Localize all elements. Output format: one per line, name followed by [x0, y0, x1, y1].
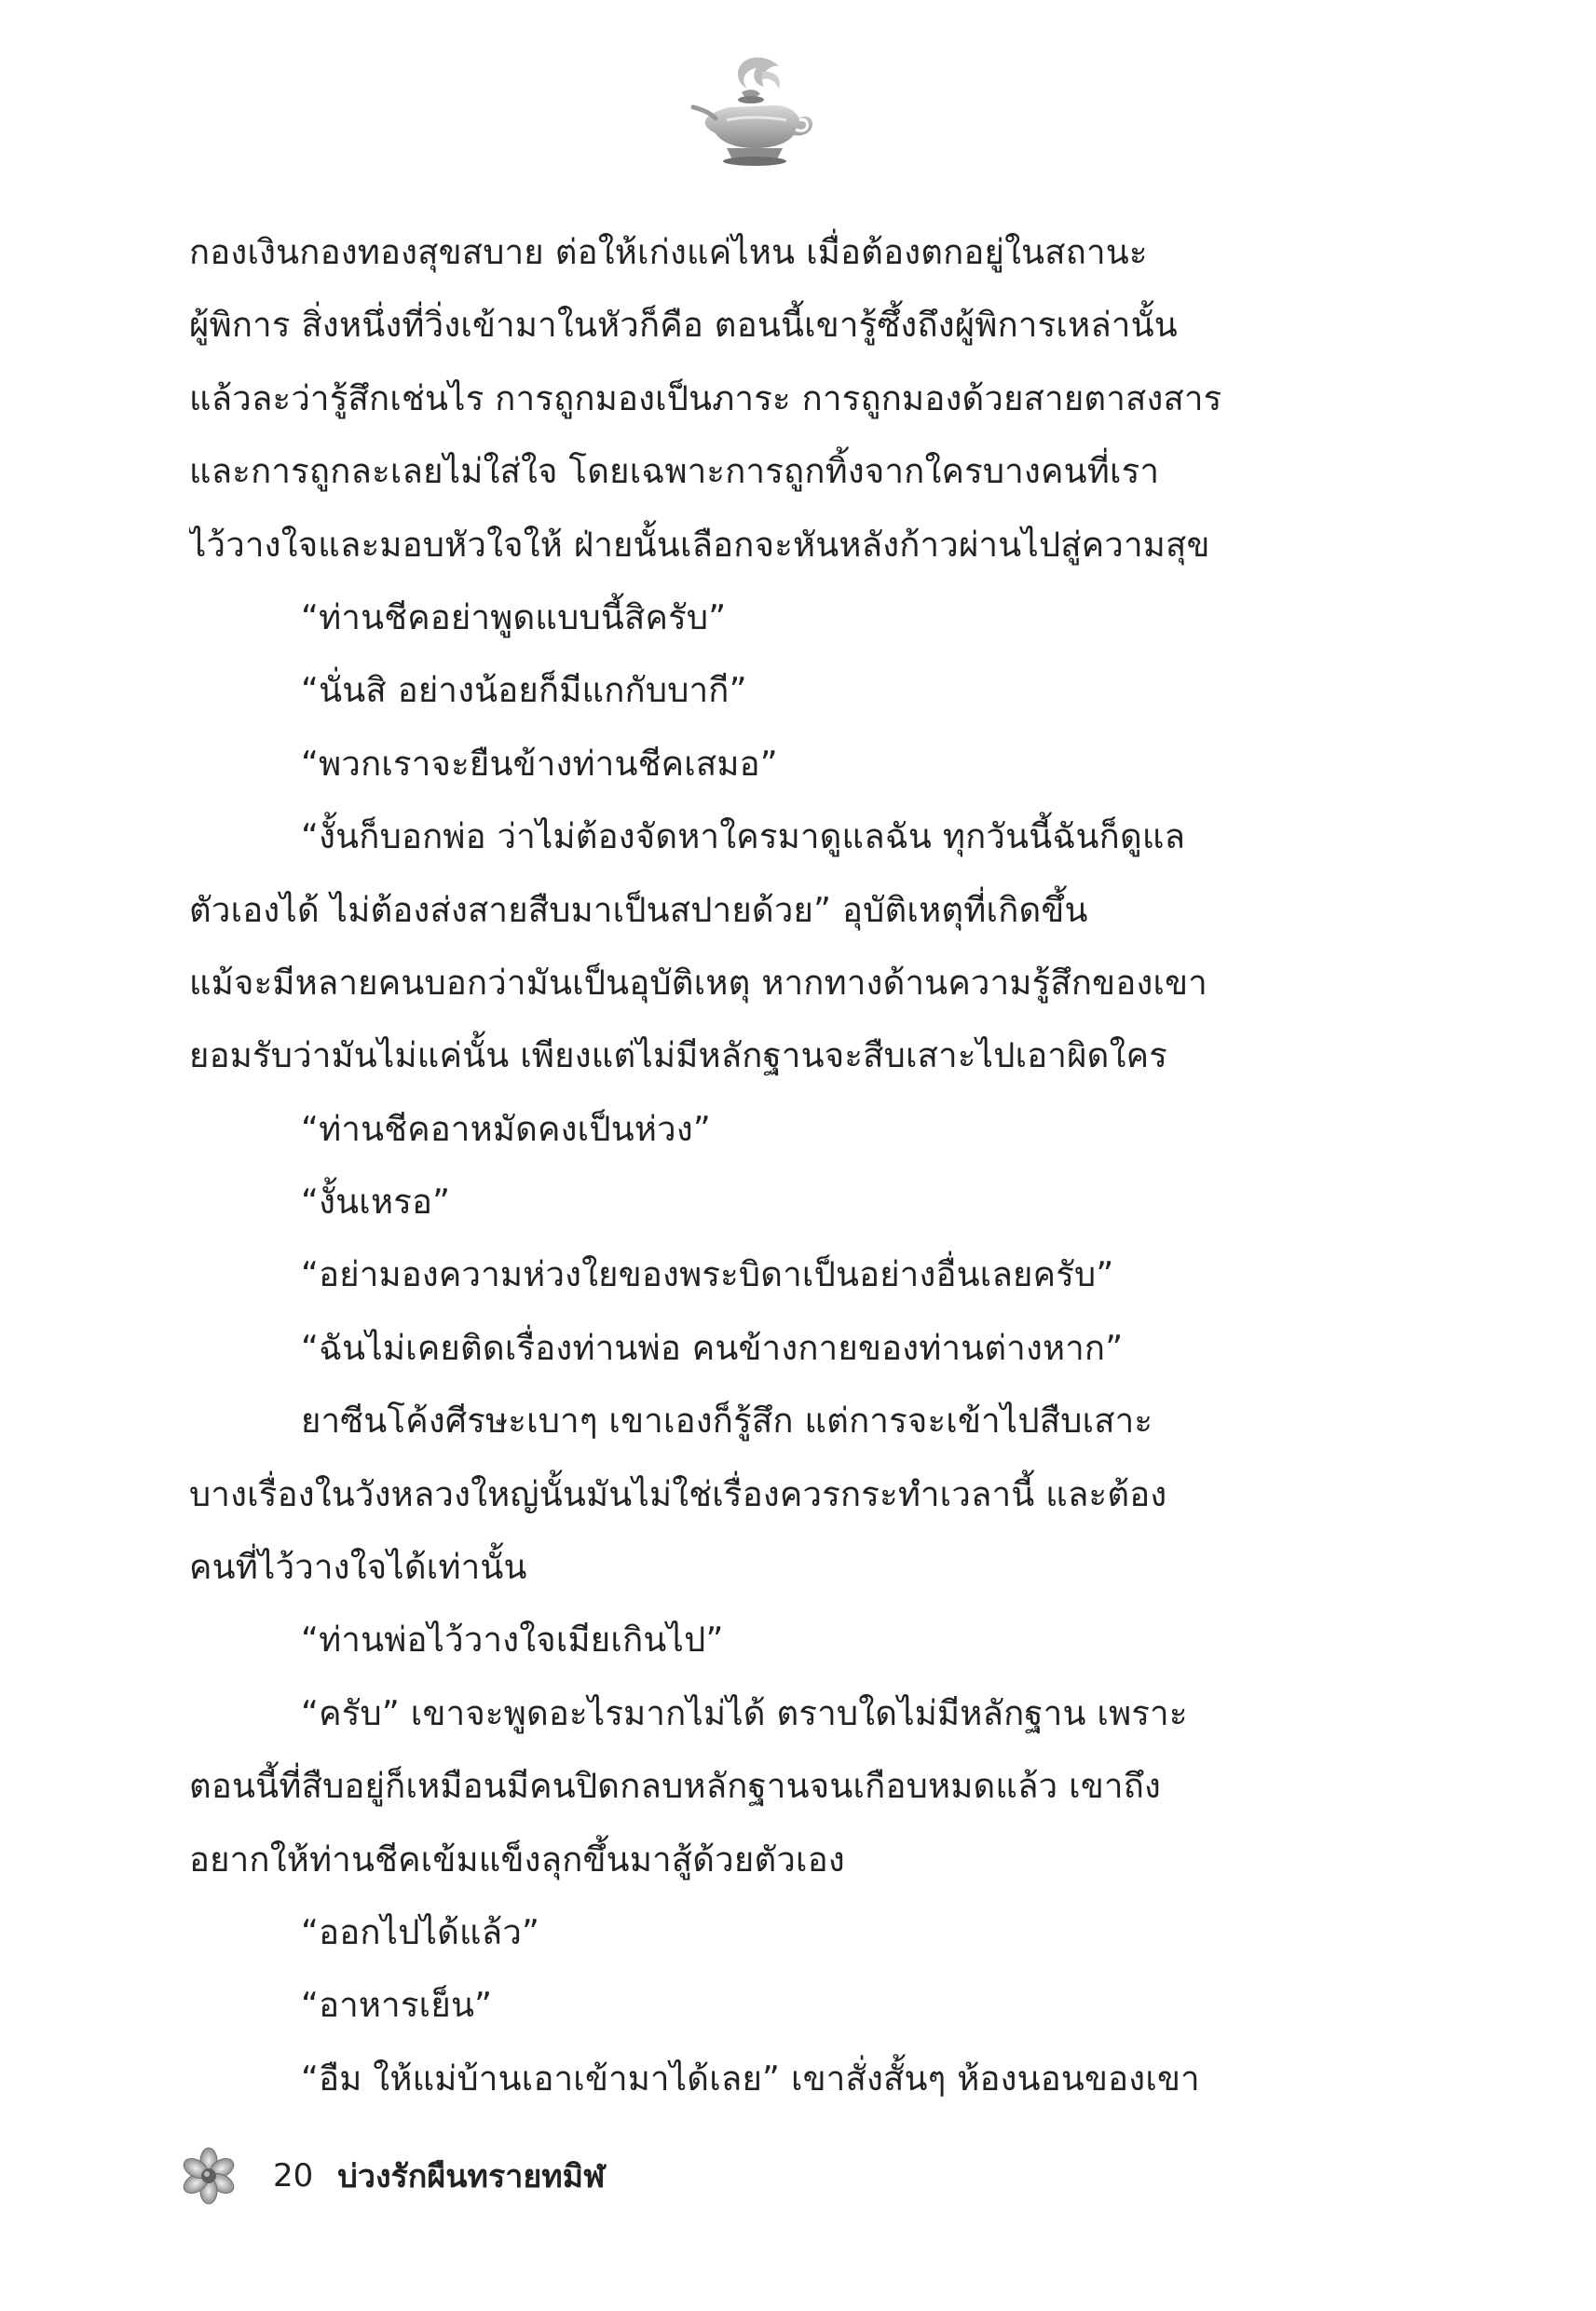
- page-number: 20: [273, 2157, 314, 2195]
- text-line: บางเรื่องในวังหลวงใหญ่นั้นมันไม่ใช่เรื่องควรกระทำเวลานี้ และต้อง: [189, 1473, 1167, 1514]
- text-line: ผู้พิการ สิ่งหนึ่งที่วิ่งเข้ามาในหัวก็คือ ตอนนี้เขารู้ซึ้งถึงผู้พิการเหล่านั้น: [189, 305, 1178, 346]
- body-text: [189, 216, 1328, 2115]
- text-line: อยากให้ท่านชีคเข้มแข็งลุกขึ้นมาสู้ด้วยตัวเอง: [189, 1839, 845, 1880]
- text-line: “อาหารเย็น”: [301, 1985, 493, 2026]
- text-line: “นั่นสิ อย่างน้อยก็มีแกกับบากี”: [301, 670, 747, 711]
- text-line: “งั้นเหรอ”: [301, 1182, 451, 1223]
- text-line: “อย่ามองความห่วงใยของพระบิดาเป็นอย่างอื่นเลยครับ”: [301, 1254, 1114, 1295]
- text-line: ยาซีนโค้งศีรษะเบาๆ เขาเองก็รู้สึก แต่การจะเข้าไปสืบเสาะ: [301, 1401, 1153, 1442]
- text-line: “ฉันไม่เคยติดเรื่องท่านพ่อ คนข้างกายของท่านต่างหาก”: [301, 1327, 1124, 1368]
- text-line: “ท่านชีคอาหมัดคงเป็นห่วง”: [301, 1108, 711, 1149]
- page-footer: [180, 2143, 605, 2208]
- flower-icon: [180, 2147, 238, 2205]
- text-line: กองเงินกองทองสุขสบาย ต่อให้เก่งแค่ไหน เมื่อต้องตกอยู่ในสถานะ: [189, 232, 1148, 272]
- text-line: ไว้วางใจและมอบหัวใจให้ ฝ่ายนั้นเลือกจะหันหลังก้าวผ่านไปสู่ความสุข: [189, 524, 1210, 565]
- text-line: คนที่ไว้วางใจได้เท่านั้น: [189, 1547, 527, 1588]
- text-line: ยอมรับว่ามันไม่แค่นั้น เพียงแต่ไม่มีหลักฐานจะสืบเสาะไปเอาผิดใคร: [189, 1035, 1168, 1076]
- book-title: บ่วงรักผืนทรายทมิฬ: [337, 2158, 606, 2195]
- text-line: “ท่านพ่อไว้วางใจเมียเกินไป”: [301, 1620, 724, 1661]
- text-line: “ออกไปได้แล้ว”: [301, 1911, 540, 1952]
- magic-lamp-icon: [689, 51, 820, 172]
- text-line: “พวกเราจะยืนข้างท่านชีคเสมอ”: [301, 743, 778, 784]
- text-line: และการถูกละเลยไม่ใส่ใจ โดยเฉพาะการถูกทิ้งจากใครบางคนที่เรา: [189, 451, 1160, 492]
- text-line: แล้วละว่ารู้สึกเช่นไร การถูกมองเป็นภาระ การถูกมองด้วยสายตาสงสาร: [189, 377, 1222, 418]
- text-line: “อืม ให้แม่บ้านเอาเข้ามาได้เลย” เขาสั่งสั้นๆ ห้องนอนของเขา: [301, 2058, 1200, 2099]
- text-line: แม้จะมีหลายคนบอกว่ามันเป็นอุบัติเหตุ หากทางด้านความรู้สึกของเขา: [189, 962, 1207, 1003]
- text-line: ตอนนี้ที่สืบอยู่ก็เหมือนมีคนปิดกลบหลักฐานจนเกือบหมดแล้ว เขาถึง: [189, 1766, 1162, 1807]
- text-line: “ท่านชีคอย่าพูดแบบนี้สิครับ”: [301, 596, 727, 637]
- text-line: “งั้นก็บอกพ่อ ว่าไม่ต้องจัดหาใครมาดูแลฉัน ทุกวันนี้ฉันก็ดูแล: [301, 816, 1186, 857]
- text-line: “ครับ” เขาจะพูดอะไรมากไม่ได้ ตราบใดไม่มีหลักฐาน เพราะ: [301, 1692, 1188, 1733]
- text-line: ตัวเองได้ ไม่ต้องส่งสายสืบมาเป็นสปายด้วย” อุบัติเหตุที่เกิดขึ้น: [189, 889, 1088, 930]
